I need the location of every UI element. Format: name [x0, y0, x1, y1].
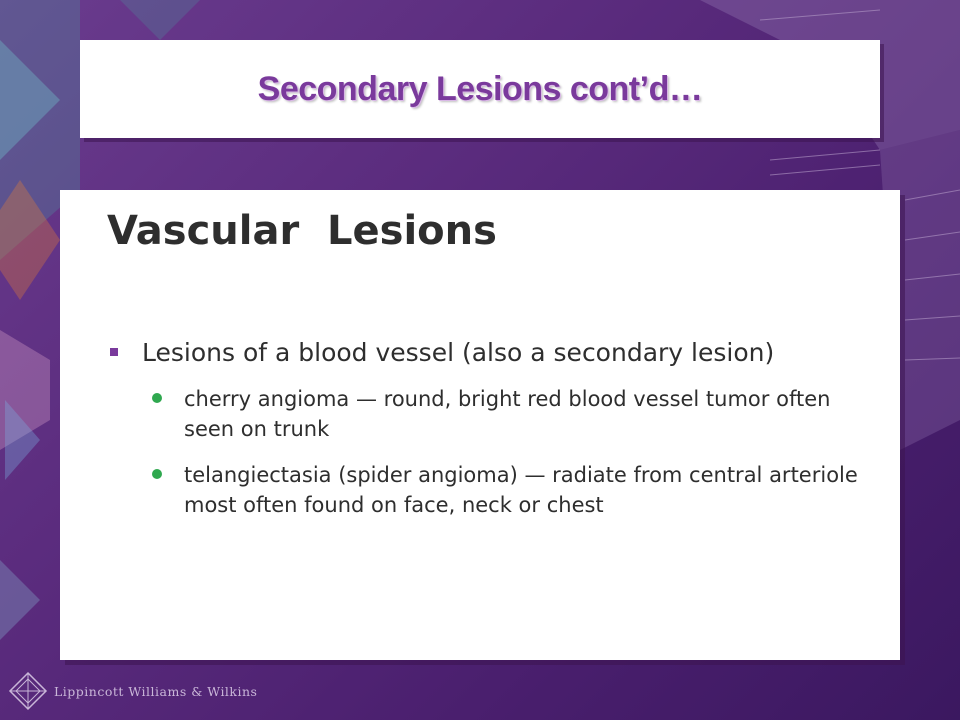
sub-bullet-text: telangiectasia (spider angioma) — radiate from central arteriole most often found on face, neck or chest	[184, 463, 858, 517]
publisher-logo-icon	[8, 671, 48, 711]
sub-bullet-text: cherry angioma — round, bright red blood vessel tumor often seen on trunk	[184, 387, 831, 441]
publisher-logo	[8, 668, 257, 714]
main-bullet-text: Lesions of a blood vessel (also a secondary lesion)	[142, 338, 775, 367]
title-box	[80, 40, 880, 138]
square-bullet-icon	[110, 348, 118, 356]
round-bullet-icon	[152, 469, 162, 479]
round-bullet-icon	[152, 393, 162, 403]
publisher-logo-text: Lippincott Williams & Wilkins	[54, 683, 258, 699]
slide-title: Secondary Lesions cont’d…	[257, 69, 703, 108]
section-heading: Vascular Lesions	[107, 208, 497, 254]
content-box	[60, 190, 900, 660]
